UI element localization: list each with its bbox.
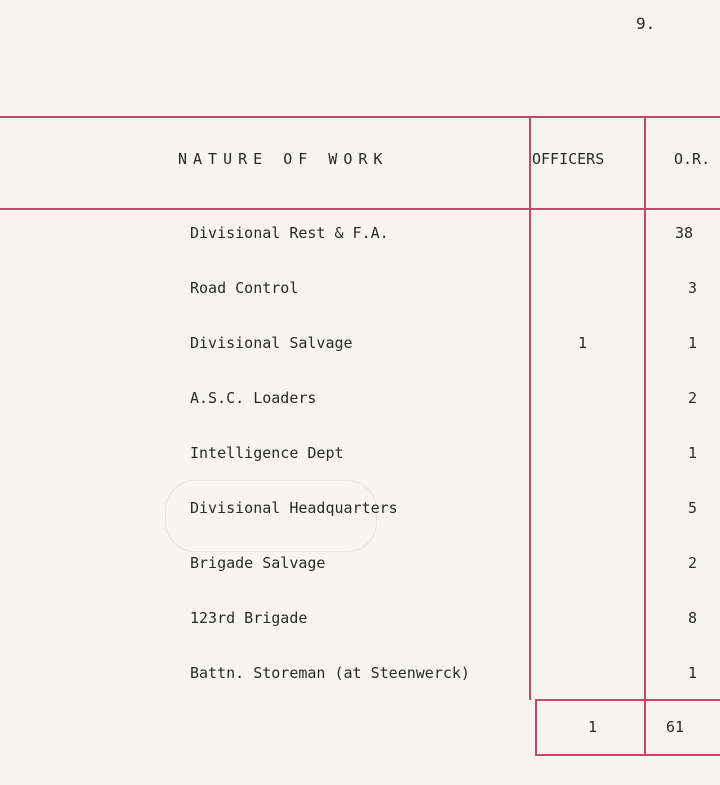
row-work: Divisional Salvage [190, 334, 353, 352]
table-top-rule [0, 116, 720, 118]
row-work: Road Control [190, 279, 299, 297]
row-work: Intelligence Dept [190, 444, 344, 462]
row-or: 2 [688, 554, 698, 572]
total-officers: 1 [588, 718, 598, 736]
totals-bottom-rule [535, 754, 720, 756]
header-nature-of-work: NATURE OF WORK [178, 150, 389, 168]
row-or: 5 [688, 499, 698, 517]
row-or: 1 [688, 334, 698, 352]
officers-left-rule [529, 116, 531, 700]
row-work: Battn. Storeman (at Steenwerck) [190, 664, 470, 682]
row-or: 1 [688, 444, 698, 462]
row-or: 1 [688, 664, 698, 682]
totals-top-rule [535, 699, 720, 701]
row-work: Brigade Salvage [190, 554, 326, 572]
row-work: 123rd Brigade [190, 609, 308, 627]
header-officers: OFFICERS [532, 150, 605, 168]
header-bottom-rule [0, 208, 720, 210]
row-work: Divisional Rest & F.A. [190, 224, 389, 242]
row-work: Divisional Headquarters [190, 499, 398, 517]
row-or: 3 [688, 279, 698, 297]
row-or: 2 [688, 389, 698, 407]
officers-right-rule [644, 116, 646, 756]
row-officers: 1 [578, 334, 588, 352]
row-or: 38 [675, 224, 694, 242]
header-or: O.R. [674, 150, 711, 168]
row-or: 8 [688, 609, 698, 627]
total-or: 61 [666, 718, 685, 736]
totals-left-rule [535, 699, 537, 756]
page-number: 9. [636, 14, 656, 33]
row-work: A.S.C. Loaders [190, 389, 317, 407]
